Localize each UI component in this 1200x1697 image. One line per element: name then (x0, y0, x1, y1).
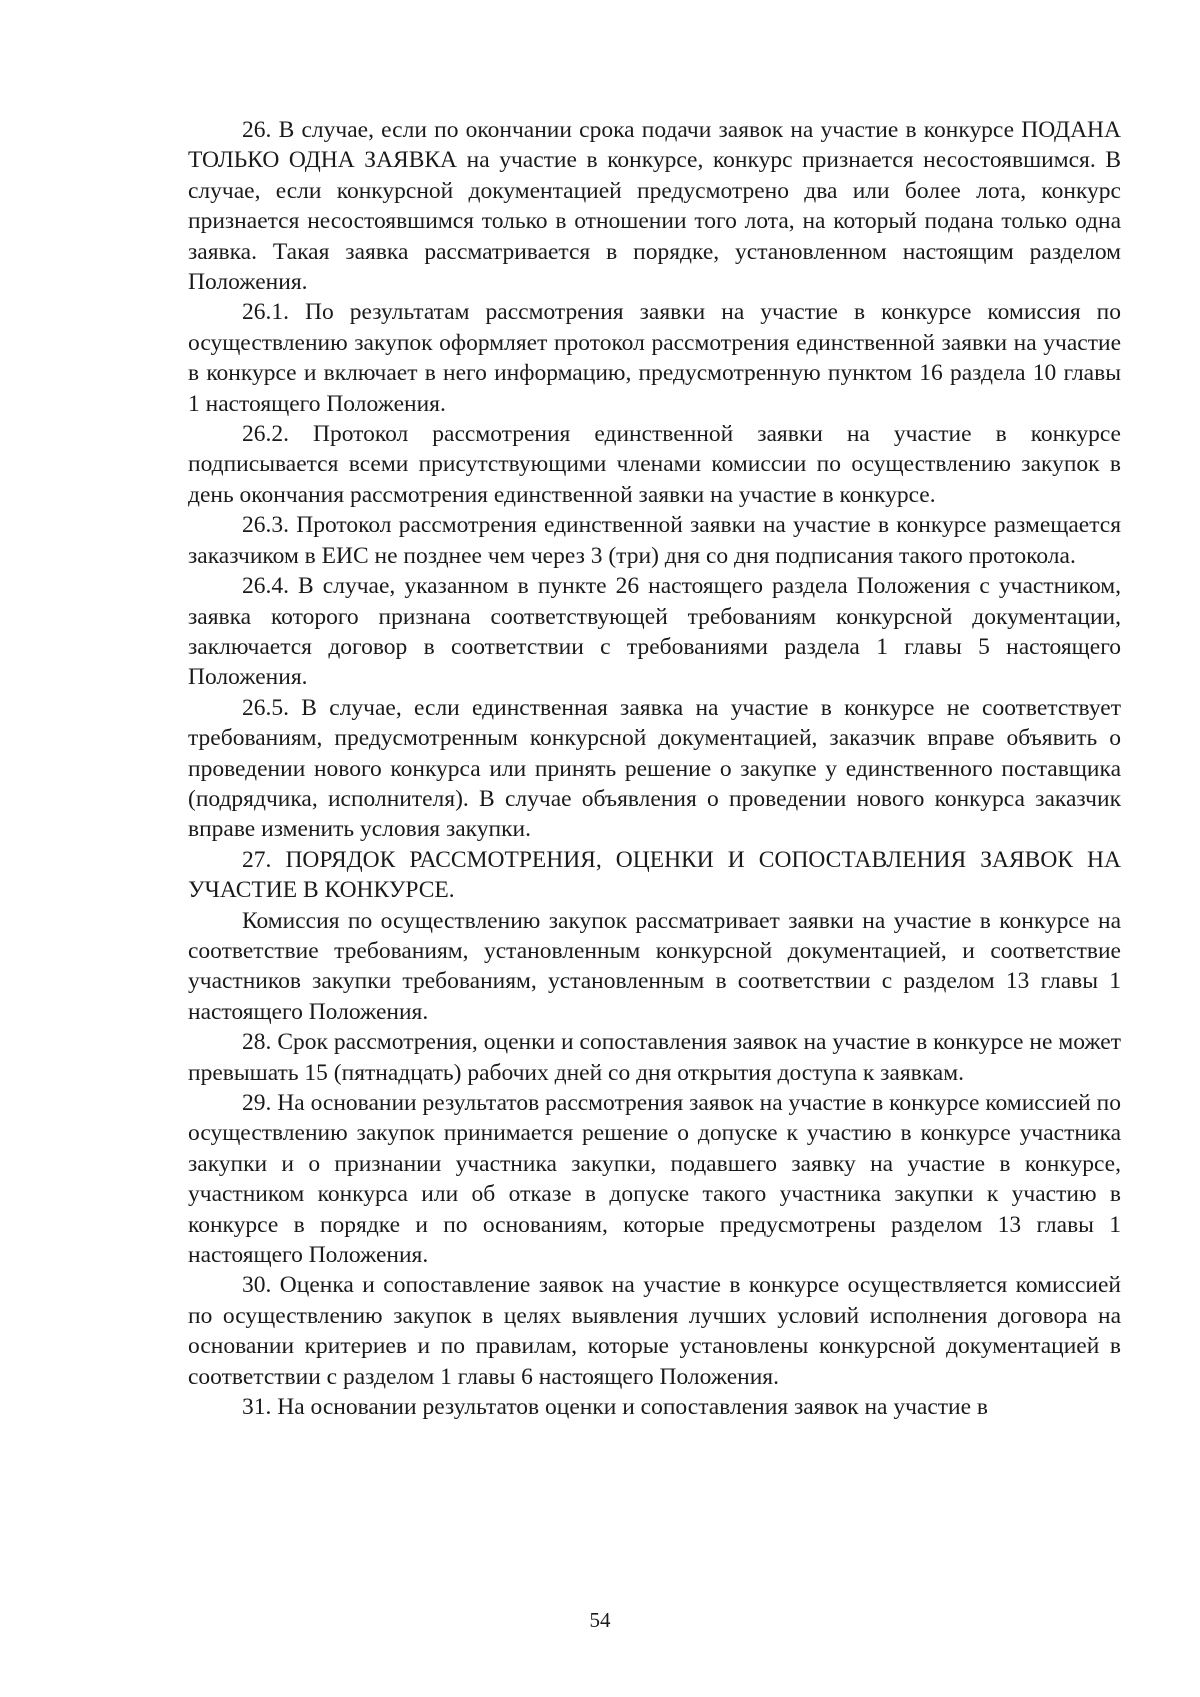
paragraph-27-body: Комиссия по осуществлению закупок рассматривает заявки на участие в конкурсе на соответствие требованиям, установленным конкурсной документацией, и соответствие участников закупки требованиям, установленным в соответствии с разделом 13 главы 1 настоящего Положения. (188, 907, 1121, 1025)
paragraph-30: 30. Оценка и сопоставление заявок на участие в конкурсе осуществляется комиссией по осуществлению закупок в целях выявления лучших условий исполнения договора на основании критериев и по правилам, которые установлены конкурсной документацией в соответствии с разделом 1 главы 6 настоящего Положения. (188, 1272, 1121, 1390)
section-heading-27: 27. ПОРЯДОК РАССМОТРЕНИЯ, ОЦЕНКИ И СОПОСТАВЛЕНИЯ ЗАЯВОК НА УЧАСТИЕ В КОНКУРСЕ. (188, 846, 1121, 904)
paragraph-28: 28. Срок рассмотрения, оценки и сопоставления заявок на участие в конкурсе не может превышать 15 (пятнадцать) рабочих дней со дня открытия доступа к заявкам. (188, 1029, 1121, 1086)
paragraph-26-5: 26.5. В случае, если единственная заявка на участие в конкурсе не соответствует требованиям, предусмотренным конкурсной документацией, заказчик вправе объявить о проведении нового конкурса или принять решение о закупке у единственного поставщика (подрядчика, исполнителя). В случае объявления о проведении нового конкурса заказчик вправе изменить условия закупки. (188, 694, 1121, 843)
document-body (188, 115, 1121, 1422)
paragraph-26: 26. В случае, если по окончании срока подачи заявок на участие в конкурсе ПОДАНА ТОЛЬКО ОДНА ЗАЯВКА на участие в конкурсе, конкурс признается несостоявшимся. В случае, если конкурсной документацией предусмотрено два или более лота, конкурс признается несостоявшимся только в отношении того лота, на который подана только одна заявка. Такая заявка рассматривается в порядке, установленном настоящим разделом Положения. (188, 117, 1121, 296)
paragraph-31: 31. На основании результатов оценки и сопоставления заявок на участие в (242, 1394, 989, 1421)
paragraph-26-3: 26.3. Протокол рассмотрения единственной заявки на участие в конкурсе размещается заказчиком в ЕИС не позднее чем через 3 (три) дня со дня подписания такого протокола. (188, 512, 1121, 569)
paragraph-29: 29. На основании результатов рассмотрения заявок на участие в конкурсе комиссией по осуществлению закупок принимается решение о допуске к участию в конкурсе участника закупки и о признании участника закупки, подавшего заявку на участие в конкурсе, участником конкурса или об отказе в допуске такого участника закупки к участию в конкурсе в порядке и по основаниям, которые предусмотрены разделом 13 главы 1 настоящего Положения. (188, 1090, 1121, 1269)
paragraph-26-1: 26.1. По результатам рассмотрения заявки на участие в конкурсе комиссия по осуществлению закупок оформляет протокол рассмотрения единственной заявки на участие в конкурсе и включает в него информацию, предусмотренную пунктом 16 раздела 10 главы 1 настоящего Положения. (188, 299, 1121, 417)
paragraph-26-2: 26.2. Протокол рассмотрения единственной заявки на участие в конкурсе подписывается всеми присутствующими членами комиссии по осуществлению закупок в день окончания рассмотрения единственной заявки на участие в конкурсе. (188, 421, 1121, 508)
paragraph-26-4: 26.4. В случае, указанном в пункте 26 настоящего раздела Положения с участником, заявка которого признана соответствующей требованиям конкурсной документации, заключается договор в соответствии с требованиями раздела 1 главы 5 настоящего Положения. (188, 573, 1121, 691)
page-number: 54 (589, 1608, 611, 1632)
